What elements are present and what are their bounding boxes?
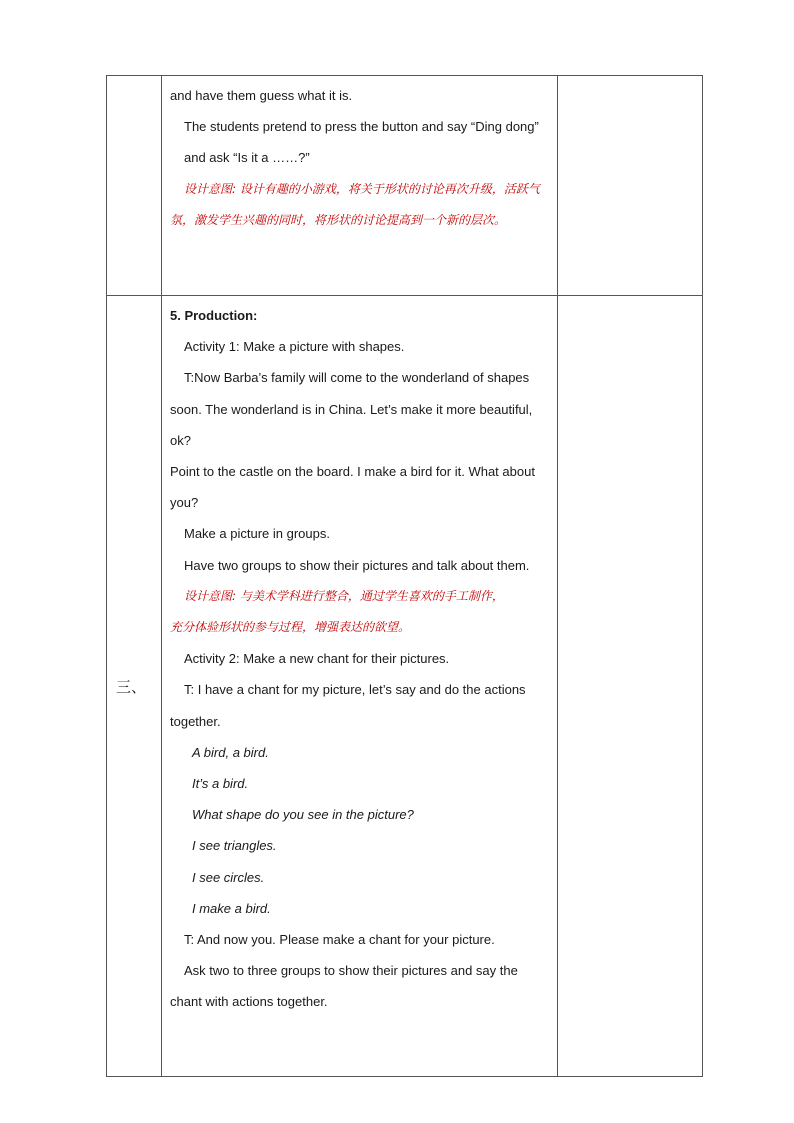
design-intent-note: 设计意图: 与美术学科进行整合，通过学生喜欢的手工制作， [184,588,504,603]
procedure-cell [162,296,558,1077]
step-heading: 5. Production: [170,308,258,323]
chant-line: It’s a bird. [192,776,249,792]
notes-cell [558,76,703,296]
step-number-cell [107,76,162,296]
procedure-line: T: I have a chant for my picture, let’s say and do the actions together. [170,682,526,729]
chant-line: A bird, a bird. [192,744,269,760]
procedure-line: and have them guess what it is. [170,88,353,103]
procedure-line: The students pretend to press the button and say “Ding dong” [184,119,539,135]
chant-line: What shape do you see in the picture? [192,807,414,823]
procedure-line: Make a picture in groups. [184,526,330,542]
chant-line: I see triangles. [192,838,277,854]
design-intent-note: 充分体验形状的参与过程，增强表达的欲望。 [170,620,411,635]
table-row [107,76,703,296]
design-intent-note: 设计意图: 设计有趣的小游戏，将关于形状的讨论再次升级，活跃气氛，激发学生兴趣的同时，将形状的讨论提高到一个新的层次。 [170,181,540,227]
procedure-line: Have two groups to show their pictures and talk about them. [184,557,530,573]
chant-line: I make a bird. [192,900,271,916]
activity-title: Activity 2: Make a new chant for their pictures. [184,651,450,667]
procedure-line: Point to the castle on the board. I make a bird for it. What about you? [170,464,535,511]
table-row [107,296,703,1077]
procedure-line: Ask two to three groups to show their pictures and say the chant with actions together. [170,963,518,1010]
notes-cell [558,296,703,1077]
lesson-plan-table [106,75,703,1077]
procedure-line: T: And now you. Please make a chant for your picture. [184,932,495,948]
step-number-cell: 三、 [107,296,162,1077]
procedure-line: and ask “Is it a ……?” [184,150,310,166]
activity-title: Activity 1: Make a picture with shapes. [184,339,405,355]
procedure-cell [162,76,558,296]
procedure-line: T:Now Barba’s family will come to the wonderland of shapes soon. The wonderland is in China. Let’s make it more beautiful, ok? [170,370,533,448]
chant-line: I see circles. [192,869,265,885]
